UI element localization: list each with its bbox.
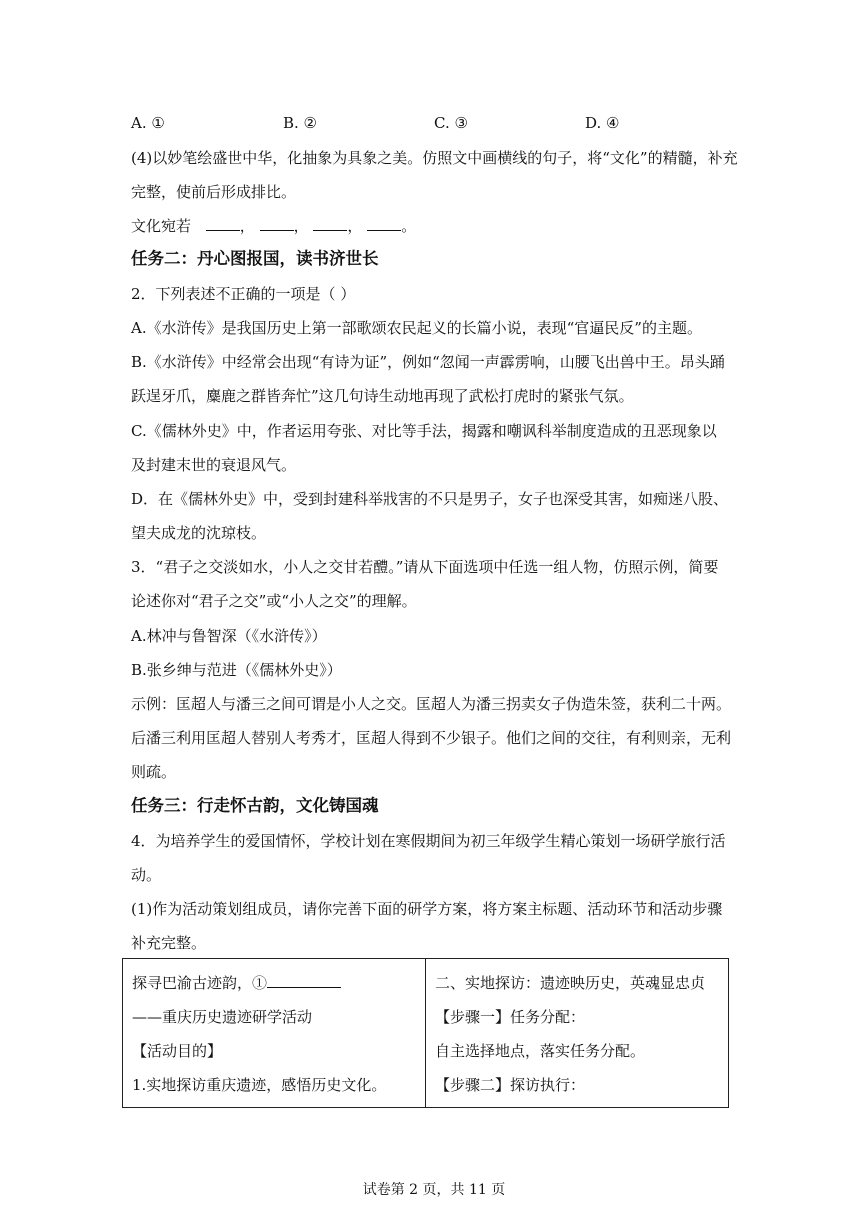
q2-option-b-line1: B.《水浒传》中经常会出现“有诗为证”，例如“忽闻一声霹雳响，山腰飞出兽中王。昂头踊 <box>131 353 725 371</box>
option-d: D. ④ <box>585 114 620 132</box>
plan-purpose-item1: 1.实地探访重庆遗迹，感悟历史文化。 <box>132 1076 387 1094</box>
option-a: A. ① <box>131 114 165 132</box>
q3-option-b: B.张乡绅与范进（《儒林外史》） <box>131 661 342 679</box>
task3-heading: 任务三：行走怀古韵，文化铸国魂 <box>131 796 379 815</box>
q3-option-a: A.林冲与鲁智深（《水浒传》） <box>131 627 327 645</box>
plan-title-line <box>132 973 341 993</box>
option-b: B. ② <box>283 114 318 132</box>
q3-example-line2: 后潘三利用匡超人替别人考秀才，匡超人得到不少银子。他们之间的交往，有利则亲，无利 <box>131 729 732 747</box>
q2-option-b-line2: 跃逞牙爪，麋鹿之群皆奔忙”这几句诗生动地再现了武松打虎时的紧张气氛。 <box>131 387 634 405</box>
q2-option-c-line2: 及封建末世的衰退风气。 <box>131 456 297 474</box>
q3-example-line1: 示例：匡超人与潘三之间可谓是小人之交。匡超人为潘三拐卖女子伪造朱签，获利二十两。 <box>131 695 732 713</box>
title-answer-blank[interactable] <box>267 973 341 988</box>
q4-stem-line2: 动。 <box>131 866 162 884</box>
plan-step2-label: 【步骤二】探访执行： <box>435 1076 586 1094</box>
page-footer: 试卷第 2 页，共 11 页 <box>362 1182 506 1198</box>
q2-option-d-line1: D．在《儒林外史》中，受到封建科举戕害的不只是男子，女子也深受其害，如痴迷八股、 <box>131 490 729 508</box>
study-plan-table <box>122 958 729 1108</box>
answer-blank[interactable] <box>206 216 240 231</box>
q3-stem-line2: 论述你对“君子之交”或“小人之交”的理解。 <box>131 592 417 610</box>
q4-sub1-line1: (1)作为活动策划组成员，请你完善下面的研学方案，将方案主标题、活动环节和活动步骤 <box>131 900 723 918</box>
option-c: C. ③ <box>434 114 468 132</box>
q3-example-line3: 则疏。 <box>131 763 177 781</box>
answer-blank[interactable] <box>367 216 401 231</box>
plan-right-cell <box>426 959 729 1108</box>
task2-heading: 任务二：丹心图报国，读书济世长 <box>131 249 379 268</box>
plan-purpose-label: 【活动目的】 <box>132 1042 223 1060</box>
plan-left-cell <box>123 959 426 1108</box>
q2-option-c-line1: C.《儒林外史》中，作者运用夸张、对比等手法，揭露和嘲讽科举制度造成的丑恶现象以 <box>131 422 717 440</box>
answer-blank[interactable] <box>260 216 294 231</box>
q2-stem: 2．下列表述不正确的一项是（ ） <box>131 285 356 303</box>
fill-prefix: 文化宛若 <box>131 217 192 235</box>
q4-stem-line1: 4．为培养学生的爱国情怀，学校计划在寒假期间为初三年级学生精心策划一场研学旅行活 <box>131 832 726 850</box>
q4-sub1-line2: 补充完整。 <box>131 934 207 952</box>
q2-option-a: A.《水浒传》是我国历史上第一部歌颂农民起义的长篇小说，表现“官逼民反”的主题。 <box>131 319 702 337</box>
plan-subtitle: ——重庆历史遗迹研学活动 <box>132 1008 313 1026</box>
q1-4-line2: 完整，使前后形成排比。 <box>131 183 297 201</box>
q3-stem-line1: 3．“君子之交淡如水，小人之交甘若醴。”请从下面选项中任选一组人物，仿照示例，简要 <box>131 558 719 576</box>
q2-option-d-line2: 望夫成龙的沈琼枝。 <box>131 524 267 542</box>
plan-step1-label: 【步骤一】任务分配： <box>435 1008 586 1026</box>
q1-4-line1: (4)以妙笔绘盛世中华，化抽象为具象之美。仿照文中画横线的句子，将“文化”的精髓，补充 <box>131 149 738 167</box>
plan-step1-text: 自主选择地点，落实任务分配。 <box>435 1042 646 1060</box>
plan-title: 探寻巴渝古迹韵，① <box>132 974 268 992</box>
answer-blank[interactable] <box>313 216 347 231</box>
plan-section-2: 二、实地探访：遗迹映历史，英魂显忠贞 <box>435 974 706 992</box>
q1-4-fill-line: 文化宛若 ， ， ， 。 <box>131 217 417 235</box>
